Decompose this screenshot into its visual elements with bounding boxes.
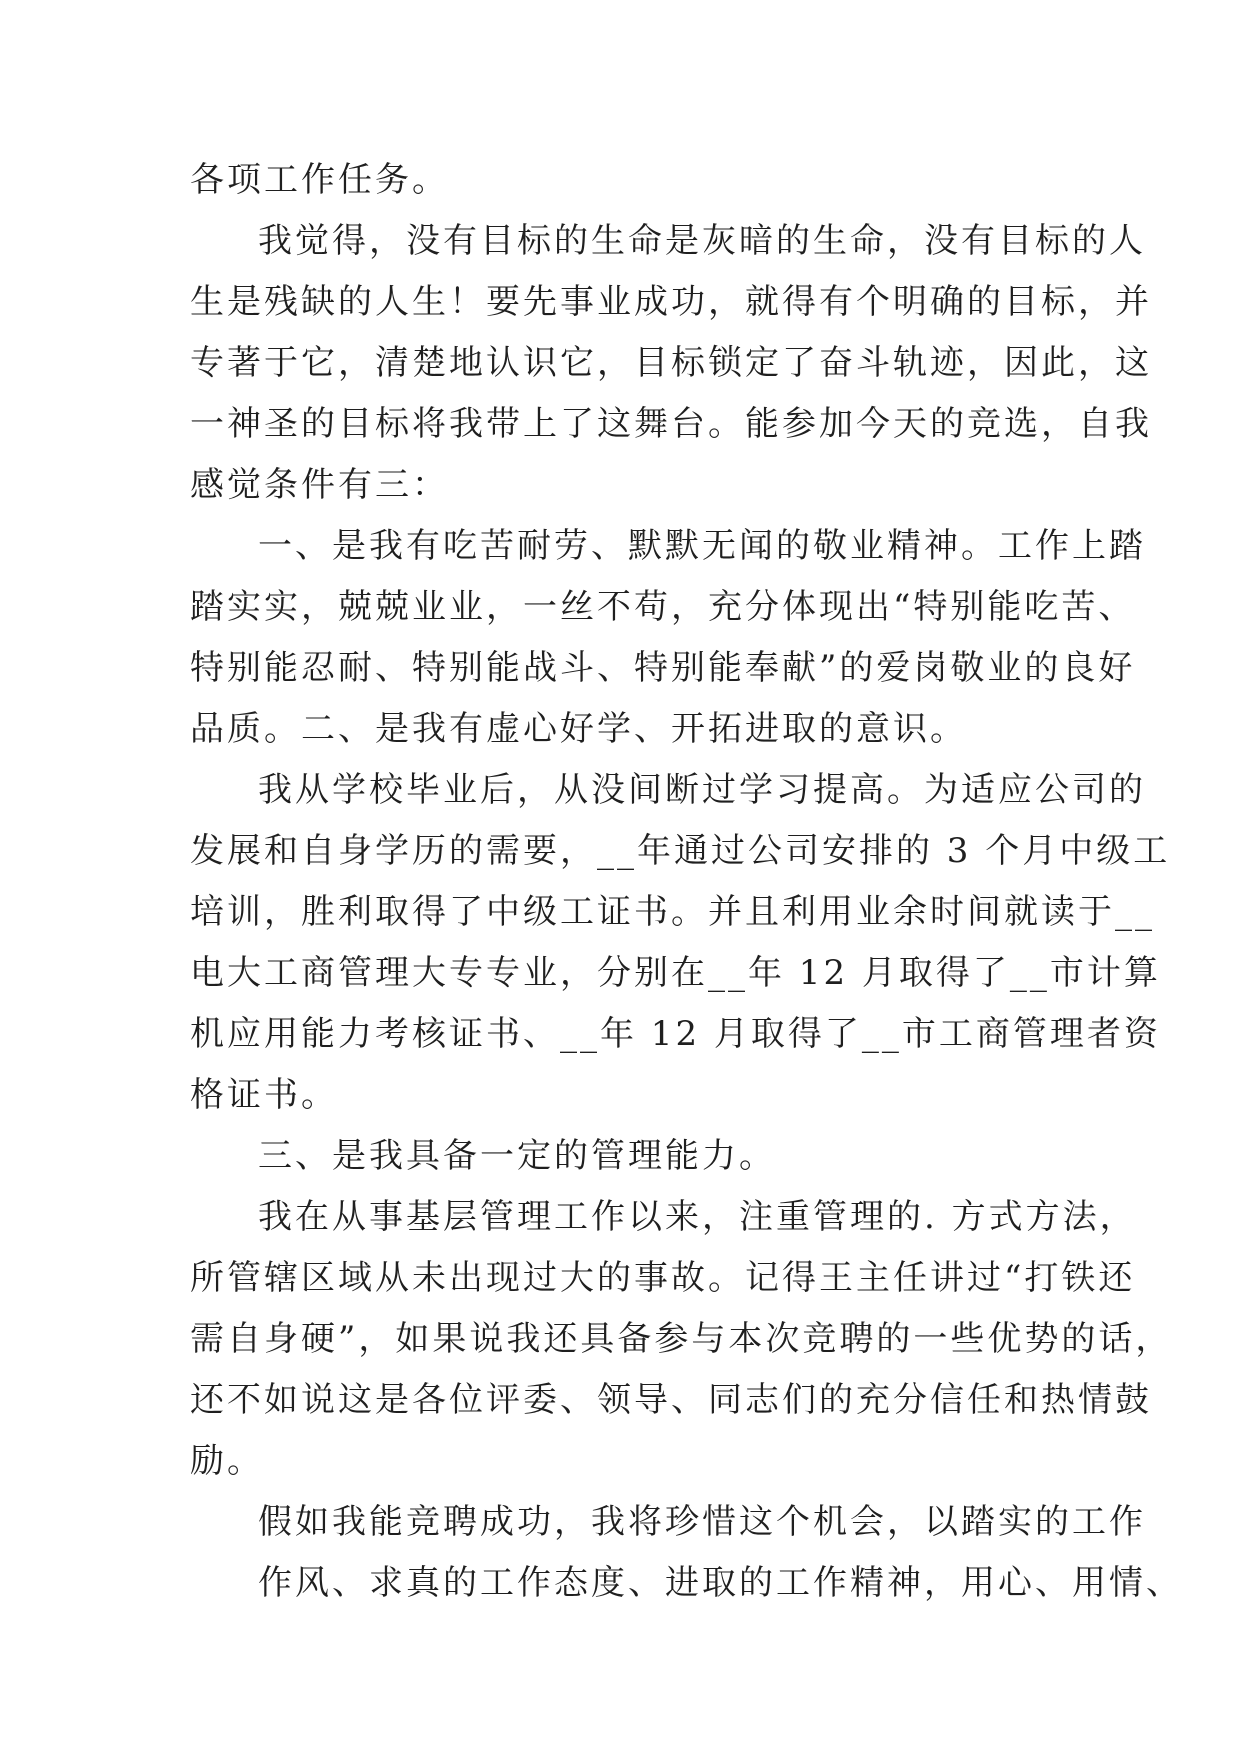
text-line: 电大工商管理大专专业，分别在__年 12 月取得了__市计算 xyxy=(190,953,1161,993)
text-line: 我觉得，没有目标的生命是灰暗的生命，没有目标的人 xyxy=(258,221,1146,261)
text-line: 机应用能力考核证书、__年 12 月取得了__市工商管理者资 xyxy=(190,1014,1161,1054)
text-line: 我在从事基层管理工作以来，注重管理的. 方式方法， xyxy=(258,1197,1137,1237)
text-line: 格证书。 xyxy=(190,1075,338,1115)
text-line: 品质。二、是我有虚心好学、开拓进取的意识。 xyxy=(190,709,967,749)
text-line: 需自身硬”，如果说我还具备参与本次竞聘的一些优势的话， xyxy=(190,1319,1173,1359)
text-line: 假如我能竞聘成功，我将珍惜这个机会，以踏实的工作 xyxy=(258,1502,1146,1542)
text-line: 励。 xyxy=(190,1441,264,1481)
text-line: 发展和自身学历的需要，__年通过公司安排的 3 个月中级工 xyxy=(190,831,1171,871)
text-line: 一、是我有吃苦耐劳、默默无闻的敬业精神。工作上踏 xyxy=(258,526,1146,566)
text-line: 各项工作任务。 xyxy=(190,160,449,200)
text-line: 踏实实，兢兢业业，一丝不苟，充分体现出“特别能吃苦、 xyxy=(190,587,1136,627)
text-line: 所管辖区域从未出现过大的事故。记得王主任讲过“打铁还 xyxy=(190,1258,1136,1298)
text-line: 我从学校毕业后，从没间断过学习提高。为适应公司的 xyxy=(258,770,1146,810)
text-line: 三、是我具备一定的管理能力。 xyxy=(258,1136,776,1176)
text-line: 感觉条件有三： xyxy=(190,465,449,505)
text-line: 特别能忍耐、特别能战斗、特别能奉献”的爱岗敬业的良好 xyxy=(190,648,1136,688)
text-line: 一神圣的目标将我带上了这舞台。能参加今天的竞选，自我 xyxy=(190,404,1152,444)
text-line: 还不如说这是各位评委、领导、同志们的充分信任和热情鼓 xyxy=(190,1380,1152,1420)
text-line: 专著于它，清楚地认识它，目标锁定了奋斗轨迹，因此，这 xyxy=(190,343,1152,383)
document-body xyxy=(190,150,1183,1614)
text-line: 生是残缺的人生！要先事业成功，就得有个明确的目标，并 xyxy=(190,282,1152,322)
text-line: 培训，胜利取得了中级工证书。并且利用业余时间就读于__ xyxy=(190,892,1155,932)
text-line: 作风、求真的工作态度、进取的工作精神，用心、用情、 xyxy=(258,1563,1183,1603)
